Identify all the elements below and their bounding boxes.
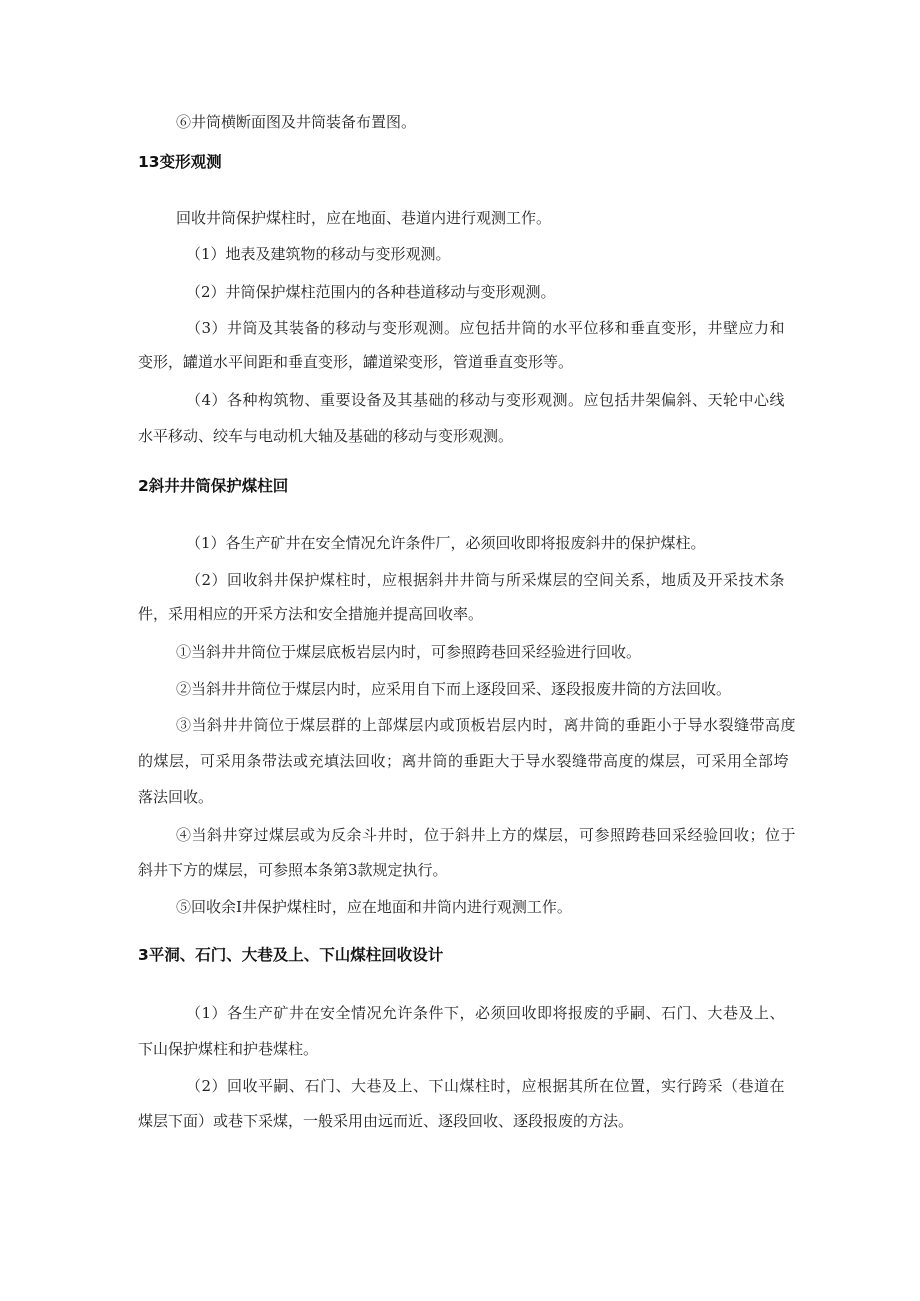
section-2-sub-4-line-2: 斜井下方的煤层，可参照本条第3款规定执行。 — [138, 861, 448, 879]
section-13-item-2: （2）井筒保护煤柱范围内的各种巷道移动与变形观测。 — [186, 283, 556, 301]
section-13-item-4-line-2: 水平移动、绞车与电动机大轴及基础的移动与变形观测。 — [138, 427, 514, 445]
section-2-item-1: （1）各生产矿井在安全情况允许条件厂，必须回收即将报废斜井的保护煤柱。 — [186, 534, 706, 552]
section-13-item-3-line-1: （3）井筒及其装备的移动与变形观测。应包括井筒的水平位移和垂直变形，井壁应力和 — [186, 319, 786, 337]
section-2-sub-3-line-3: 落法回收。 — [138, 788, 214, 806]
section-2-heading: 2斜井井筒保护煤柱回 — [138, 477, 289, 495]
section-3-heading: 3平洞、石门、大巷及上、下山煤柱回收设计 — [138, 946, 444, 964]
section-13-heading: 13变形观测 — [138, 153, 222, 171]
section-3-item-1-line-1: （1）各生产矿井在安全情况允许条件下，必须回收即将报废的乎嗣、石门、大巷及上、 — [186, 1004, 786, 1022]
section-2-sub-4-line-1: ④当斜井穿过煤层或为反余斗井时，位于斜井上方的煤层，可参照跨巷回采经验回收；位于 — [176, 826, 797, 844]
section-2-item-2-line-1: （2）回收斜井保护煤柱时，应根据斜井井筒与所采煤层的空间关系，地质及开采技术条 — [186, 571, 786, 589]
section-2-sub-3-line-1: ③当斜井井筒位于煤层群的上部煤层内或顶板岩层内时，离井筒的垂距小于导水裂缝带高度 — [176, 716, 797, 734]
section-3-item-2-line-1: （2）回收平嗣、石门、大巷及上、下山煤柱时，应根据其所在位置，实行跨采（巷道在 — [186, 1077, 786, 1095]
section-2-sub-3-line-2: 的煤层，可采用条带法或充填法回收；离井筒的垂距大于导水裂缝带高度的煤层，可采用全部垮 — [138, 752, 790, 770]
section-2-sub-5: ⑤回收余Ⅰ井保护煤柱时，应在地面和井筒内进行观测工作。 — [176, 898, 572, 916]
section-13-item-1: （1）地表及建筑物的移动与变形观测。 — [186, 245, 451, 263]
section-3-item-1-line-2: 下山保护煤柱和护巷煤柱。 — [138, 1040, 319, 1058]
section-13-item-4-line-1: （4）各种构筑物、重要设备及其基础的移动与变形观测。应包括井架偏斜、天轮中心线 — [186, 391, 786, 409]
section-13-intro: 回收井筒保护煤柱时，应在地面、巷道内进行观测工作。 — [176, 209, 552, 227]
section-13-item-3-line-2: 变形，罐道水平间距和垂直变形，罐道梁变形，管道垂直变形等。 — [138, 353, 574, 371]
shaft-item-6: ⑥井筒横断面图及井筒装备布置图。 — [176, 113, 417, 131]
section-2-sub-1: ①当斜井井筒位于煤层底板岩层内时，可参照跨巷回采经验进行回收。 — [176, 643, 642, 661]
section-3-item-2-line-2: 煤层下面）或巷下采煤，一般采用由远而近、逐段回收、逐段报废的方法。 — [138, 1112, 634, 1130]
section-2-item-2-line-2: 件，采用相应的开采方法和安全措施并提高回收率。 — [138, 605, 484, 623]
section-2-sub-2: ②当斜井井筒位于煤层内时，应采用自下而上逐段回采、逐段报废井筒的方法回收。 — [176, 680, 732, 698]
